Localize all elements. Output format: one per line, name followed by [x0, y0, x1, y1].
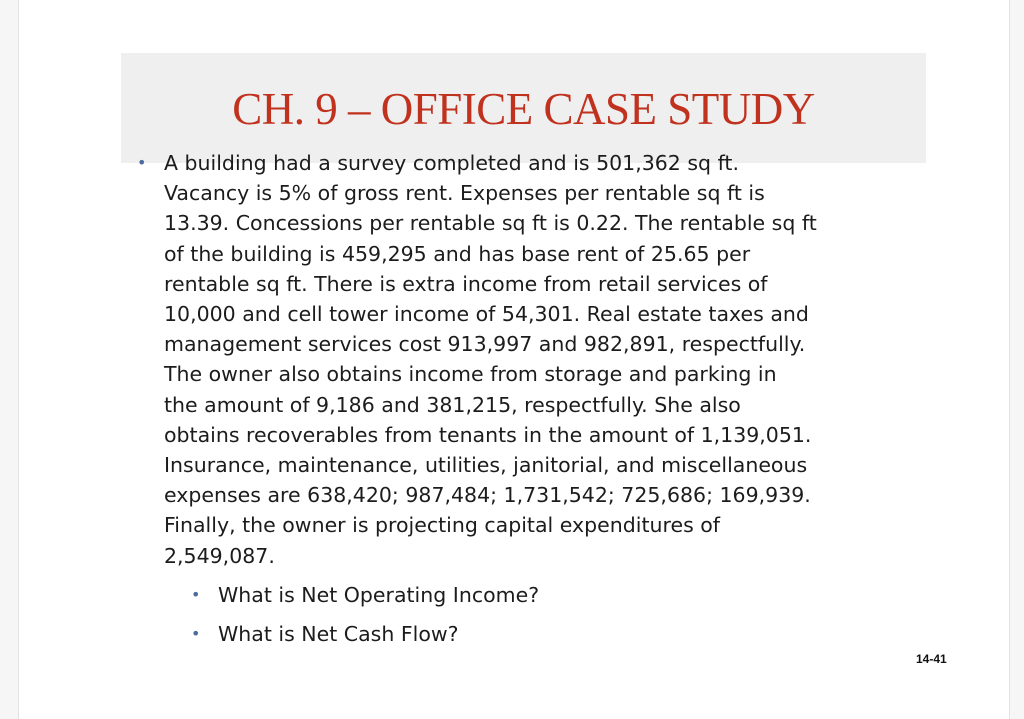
question-text: What is Net Operating Income?	[218, 582, 540, 607]
question-item	[191, 619, 927, 649]
main-bullet	[137, 148, 927, 571]
question-item	[191, 580, 927, 610]
paragraph-line: of the building is 459,295 and has base rent of 25.65 per	[164, 241, 751, 266]
paragraph-line: expenses are 638,420; 987,484; 1,731,542; 725,686; 169,939.	[164, 483, 811, 508]
paragraph-line: The owner also obtains income from storage and parking in	[164, 362, 777, 387]
paragraph-line: Finally, the owner is projecting capital expenditures of	[164, 513, 721, 538]
paragraph-line: management services cost 913,997 and 982,891, respectfully.	[164, 332, 806, 357]
paragraph-line: the amount of 9,186 and 381,215, respectfully. She also	[164, 392, 741, 417]
bullet-icon: •	[137, 153, 147, 172]
slide-title: CH. 9 – OFFICE CASE STUDY	[232, 84, 815, 134]
paragraph-line: A building had a survey completed and is 501,362 sq ft.	[164, 151, 739, 175]
question-list	[137, 580, 927, 649]
paragraph-line: 2,549,087.	[164, 543, 275, 568]
paragraph-line: 10,000 and cell tower income of 54,301. Real estate taxes and	[164, 302, 809, 327]
page-number: 14-41	[916, 652, 947, 666]
case-paragraph	[164, 148, 927, 571]
viewer-right-edge	[1009, 0, 1024, 719]
slide-body	[137, 148, 927, 658]
paragraph-line: Vacancy is 5% of gross rent. Expenses per rentable sq ft is	[164, 181, 765, 206]
bullet-icon: •	[191, 624, 201, 644]
viewer-left-edge	[0, 0, 19, 719]
paragraph-line: 13.39. Concessions per rentable sq ft is 0.22. The rentable sq ft	[164, 211, 817, 236]
question-text: What is Net Cash Flow?	[218, 622, 459, 647]
slide-page	[19, 0, 1009, 719]
paragraph-line: obtains recoverables from tenants in the amount of 1,139,051.	[164, 422, 812, 447]
paragraph-line: Insurance, maintenance, utilities, janitorial, and miscellaneous	[164, 453, 808, 478]
paragraph-line: rentable sq ft. There is extra income from retail services of	[164, 271, 768, 296]
bullet-icon: •	[191, 584, 201, 604]
